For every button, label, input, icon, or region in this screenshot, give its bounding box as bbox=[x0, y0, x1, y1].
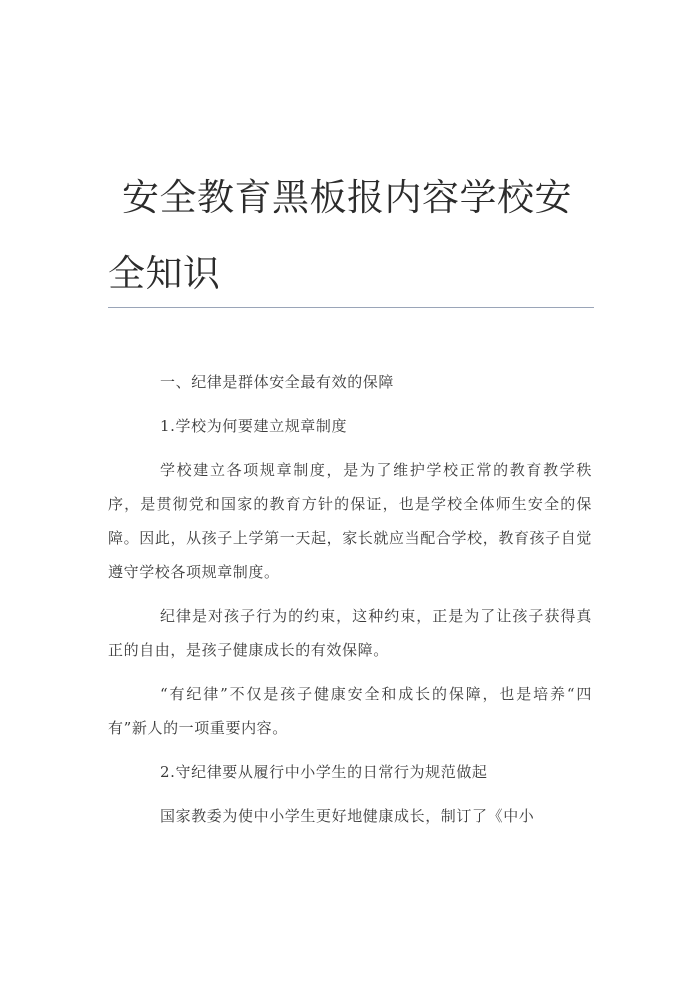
subsection-heading: 2.守纪律要从履行中小学生的日常行为规范做起 bbox=[160, 763, 488, 781]
subsection-heading: 1.学校为何要建立规章制度 bbox=[160, 417, 348, 435]
title-divider bbox=[108, 307, 594, 308]
body-paragraph: “有纪律”不仅是孩子健康安全和成长的保障，也是培养“四有”新人的一项重要内容。 bbox=[108, 685, 592, 737]
body-paragraph: 国家教委为使中小学生更好地健康成长，制订了《中小 bbox=[160, 807, 535, 825]
body-paragraph: 纪律是对孩子行为的约束，这种约束，正是为了让孩子获得真正的自由，是孩子健康成长的有效保障。 bbox=[108, 607, 592, 659]
document-title: 安全教育黑板报内容学校安全知识 bbox=[108, 176, 572, 295]
section-heading: 一、纪律是群体安全最有效的保障 bbox=[160, 373, 395, 391]
body-paragraph: 学校建立各项规章制度，是为了维护学校正常的教育教学秩序，是贯彻党和国家的教育方针的保证，也是学校全体师生安全的保障。因此，从孩子上学第一天起，家长就应当配合学校，教育孩子自觉遵守学校各项规章制度。 bbox=[108, 461, 592, 581]
document-body bbox=[108, 365, 592, 833]
